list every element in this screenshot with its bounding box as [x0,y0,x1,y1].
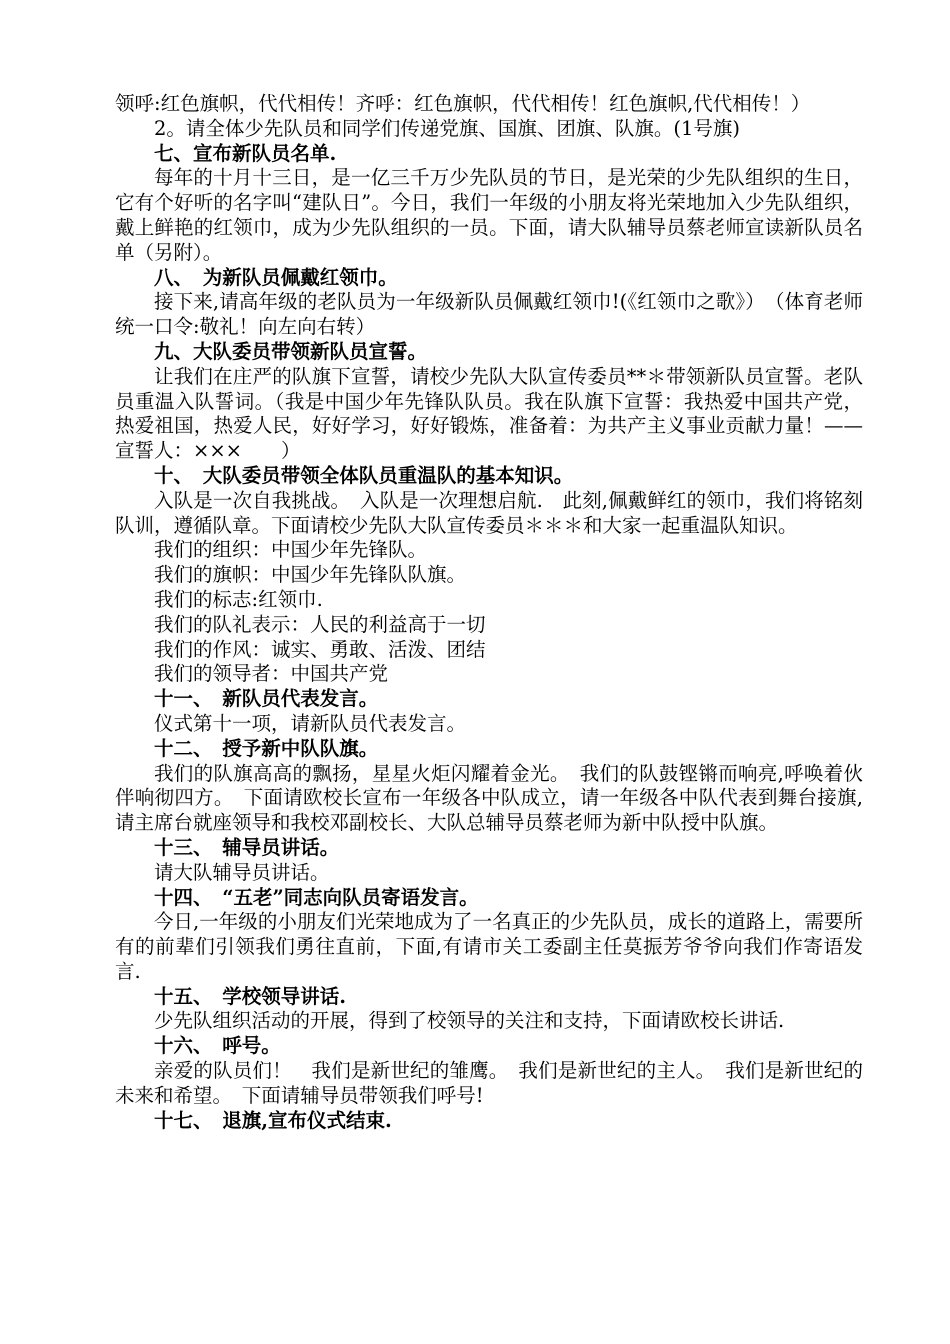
paragraph: 每年的十月十三日，是一亿三千万少先队员的节日，是光荣的少先队组织的生日，它有个好听的名字叫“建队日”。今日，我们一年级的小朋友将光荣地加入少先队组织，戴上鲜艳的红领巾，成为少先队组织的一员。下面，请大队辅导员蔡老师宣读新队员名单（另附）。 [115,166,863,264]
paragraph: 仪式第十一项，请新队员代表发言。 [154,711,467,735]
section-heading: 十、 大队委员带领全体队员重温队的基本知识。 [154,463,574,487]
paragraph: 让我们在庄严的队旗下宣誓，请校少先队大队宣传委员**＊带领新队员宣誓。老队员重温入队誓词。（我是中国少年先锋队队员。我在队旗下宣誓：我热爱中国共产党，热爱祖国，热爱人民，好好学习，好好锻炼，准备着：为共产主义事业贡献力量！——宣誓人：××× ） [115,364,863,463]
paragraph: 我们的标志:红领巾. [154,587,323,611]
paragraph: 我们的组织：中国少年先锋队。 [154,538,428,562]
section-heading: 七、宣布新队员名单. [154,141,337,165]
section-heading: 九、大队委员带领新队员宣誓。 [154,339,428,363]
section-heading: 十三、 辅导员讲话。 [154,835,340,859]
section-heading: 八、 为新队员佩戴红领巾。 [154,265,398,289]
section-heading: 十四、 “五老”同志向队员寄语发言。 [154,885,479,909]
section-heading: 十七、 退旗,宣布仪式结束. [154,1108,392,1132]
paragraph: 我们的队旗高高的飘扬，星星火炬闪耀着金光。 我们的队鼓铿锵而响亮,呼唤着伙伴响彻四方。 下面请欧校长宣布一年级各中队成立，请一年级各中队代表到舞台接旗,请主席台就座领导和我校邓副校长、大队总辅导员蔡老师为新中队授中队旗。 [115,761,863,835]
section-heading: 十一、 新队员代表发言。 [154,687,379,711]
paragraph: 我们的作风：诚实、勇敢、活泼、团结 [154,637,486,661]
paragraph: 我们的领导者：中国共产党 [154,662,389,686]
document-page [115,92,863,1133]
paragraph: 请大队辅导员讲话。 [154,860,330,884]
section-heading: 十二、 授予新中队队旗。 [154,736,379,760]
paragraph: 入队是一次自我挑战。 入队是一次理想启航. 此刻,佩戴鲜红的领巾，我们将铭刻队训，遵循队章。下面请校少先队大队宣传委员＊＊＊和大家一起重温队知识。 [115,488,863,537]
paragraph: 我们的旗帜：中国少年先锋队队旗。 [154,563,467,587]
paragraph: 领呼:红色旗帜，代代相传！齐呼：红色旗帜，代代相传！红色旗帜,代代相传！） [115,92,811,115]
paragraph: 接下来,请高年级的老队员为一年级新队员佩戴红领巾!(《红领巾之歌》） （体育老师统一口令:敬礼！向左向右转） [115,290,863,339]
paragraph: 今日,一年级的小朋友们光荣地成为了一名真正的少先队员，成长的道路上，需要所有的前辈们引领我们勇往直前，下面,有请市关工委副主任莫振芳爷爷向我们作寄语发言. [115,910,863,983]
paragraph: 少先队组织活动的开展，得到了校领导的关注和支持，下面请欧校长讲话. [154,1009,785,1033]
paragraph: 2。请全体少先队员和同学们传递党旗、国旗、团旗、队旗。(1号旗) [154,116,741,140]
section-heading: 十五、 学校领导讲话. [154,984,347,1008]
section-heading: 十六、 呼号。 [154,1034,281,1058]
paragraph: 亲爱的队员们！ 我们是新世纪的雏鹰。 我们是新世纪的主人。 我们是新世纪的未来和希望。 下面请辅导员带领我们呼号! [115,1059,863,1107]
paragraph: 我们的队礼表示：人民的利益高于一切 [154,612,486,636]
